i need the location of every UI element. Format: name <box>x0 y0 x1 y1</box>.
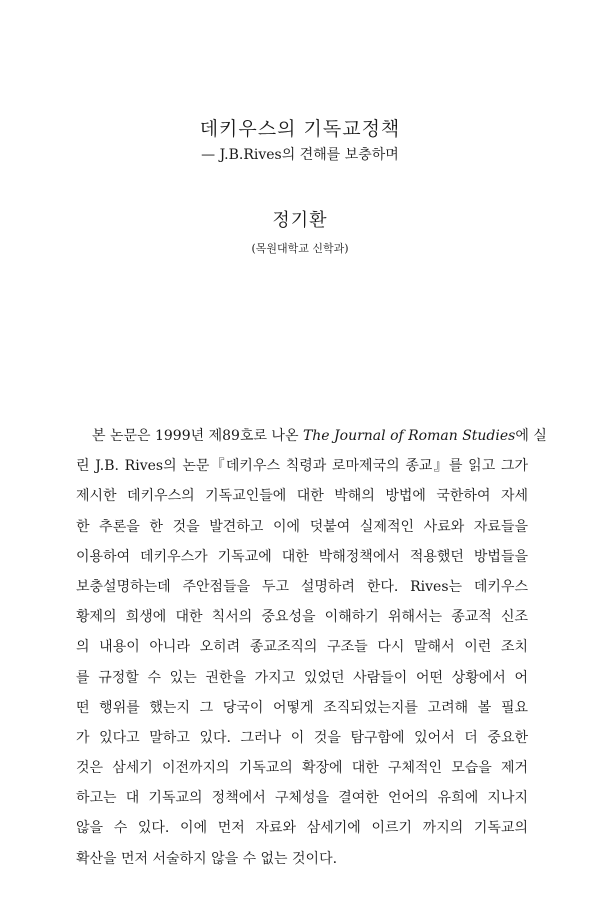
abstract-line: 확산을 먼저 서술하지 않을 수 없는 것이다. <box>76 850 338 867</box>
abstract-line: 떤 행위를 했는지 그 당국이 어떻게 조직되었는지를 고려해 볼 필요 <box>76 699 528 716</box>
abstract-line-text: 본 논문은 1999년 제89호로 나온 <box>92 428 303 444</box>
paper-subtitle: — J.B.Rives의 견해를 보충하며 <box>201 147 399 163</box>
abstract-line: 황제의 희생에 대한 칙서의 중요성을 이해하기 위해서는 종교적 신조 <box>76 609 528 626</box>
abstract-line-text: 에 실 <box>515 428 547 444</box>
abstract-paragraph <box>76 421 547 874</box>
journal-title: The Journal of Roman Studies <box>302 428 516 444</box>
paper-title: 데키우스의 기독교정책 <box>199 118 401 140</box>
abstract-line: 하고는 대 기독교의 정책에서 구체성을 결여한 언어의 유희에 지나지 <box>76 790 528 807</box>
abstract-line: 린 J.B. Rives의 논문『데키우스 칙령과 로마제국의 종교』를 읽고 그가 <box>76 458 528 475</box>
abstract-line: 를 규정할 수 있는 권한을 가지고 있었던 사람들이 어떤 상황에서 어 <box>76 669 528 686</box>
abstract-line: 가 있다고 말하고 있다. 그러나 이 것을 탐구함에 있어서 더 중요한 <box>76 729 528 746</box>
abstract-line: 이용하여 데키우스가 기독교에 대한 박해정책에서 적용했던 방법들을 <box>76 548 528 565</box>
abstract-line <box>76 421 547 451</box>
abstract-line: 한 추론을 한 것을 발견하고 이에 덧붙여 실제적인 사료와 자료들을 <box>76 518 528 535</box>
abstract-line: 의 내용이 아니라 오히려 종교조직의 구조들 다시 말해서 이런 조치 <box>76 639 528 656</box>
author-name: 정기환 <box>272 210 328 231</box>
abstract-line: 제시한 데키우스의 기독교인들에 대한 박해의 방법에 국한하여 자세 <box>76 488 528 505</box>
author-affiliation: (목원대학교 신학과) <box>251 242 349 255</box>
abstract-line: 않을 수 있다. 이에 먼저 자료와 삼세기에 이르기 까지의 기독교의 <box>76 820 528 837</box>
abstract-line: 보충설명하는데 주안점들을 두고 설명하려 한다. Rives는 데키우스 <box>76 578 528 595</box>
abstract-line: 것은 삼세기 이전까지의 기독교의 확장에 대한 구체적인 모습을 제거 <box>76 760 528 777</box>
